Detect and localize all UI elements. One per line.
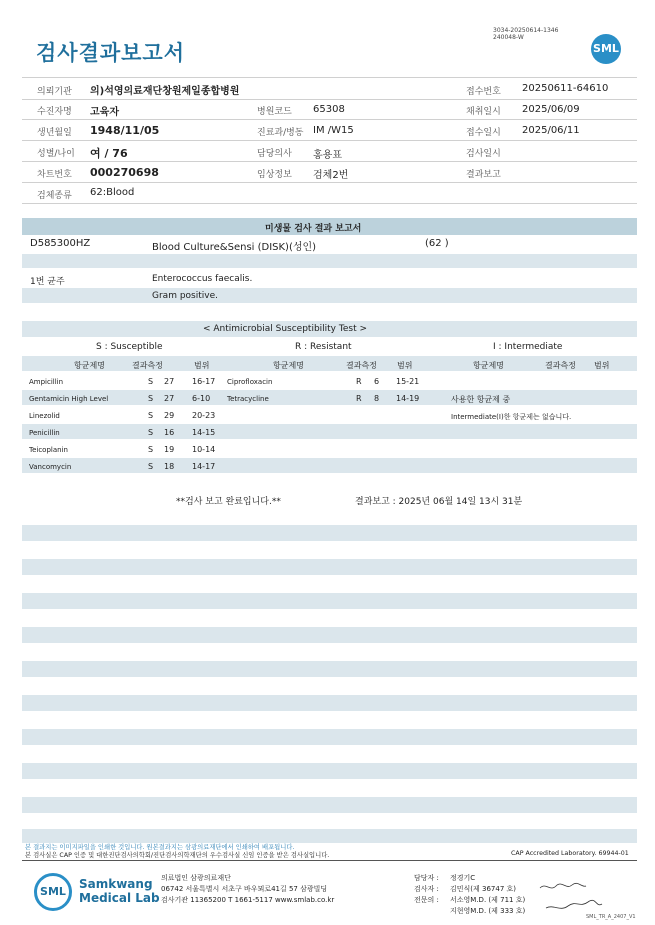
drug-range: 14-17	[192, 462, 216, 471]
row-band	[22, 458, 637, 473]
row-band	[22, 424, 637, 439]
doctor-value: 홍용표	[313, 150, 342, 161]
disclaimer-line-1: 본 결과지는 이미지파일을 인쇄한 것입니다. 원본결과지는 삼광의료재단에서 인쇄하여 배포됩니다.	[25, 844, 295, 851]
birth-label: 생년월일	[37, 128, 72, 138]
col-range-3: 범위	[594, 361, 610, 370]
report-complete-message: **검사 보고 완료입니다.**	[176, 497, 281, 507]
row-band	[22, 390, 637, 405]
report-label: 결과보고	[466, 170, 501, 180]
ward-code-label: 병원코드	[257, 107, 292, 117]
manager-label: 담당자 :	[414, 874, 439, 882]
sex-age-label: 성별/나이	[37, 149, 75, 159]
footer-divider	[22, 860, 637, 861]
drug-name: Gentamicin High Level	[29, 395, 109, 403]
birth-value: 1948/11/05	[90, 124, 160, 137]
legend-intermediate: I : Intermediate	[493, 342, 563, 352]
receive-date-label: 접수일시	[466, 128, 501, 138]
doctor-label: 담당의사	[257, 149, 292, 159]
chart-no-value: 000270698	[90, 166, 159, 179]
tester-value: 김민식(제 36747 호)	[450, 885, 516, 893]
empty-row-band	[22, 627, 637, 643]
test-date-label: 검사일시	[466, 149, 501, 159]
divider	[22, 119, 637, 120]
document-id-line1: 3034-20250614-1346	[493, 27, 559, 34]
divider	[22, 203, 637, 204]
drug-value: 18	[164, 462, 175, 471]
legend-susceptible: S : Susceptible	[96, 342, 163, 352]
receipt-no-label: 접수번호	[466, 87, 501, 97]
drug-range: 14-19	[396, 394, 420, 403]
drug-value: 19	[164, 445, 175, 454]
institution-value: 의)석영의료재단창원제일종합병원	[90, 86, 240, 97]
test-code: D585300HZ	[30, 238, 91, 249]
col-result-1: 결과측정	[132, 361, 163, 370]
document-id-line2: 240048-W	[493, 34, 524, 41]
organism-name: Enterococcus faecalis.	[152, 274, 253, 284]
drug-value: 16	[164, 428, 175, 437]
drug-value: 8	[374, 394, 380, 403]
test-name: Blood Culture&Sensi (DISK)(성인)	[152, 242, 317, 253]
drug-sir: S	[148, 462, 154, 471]
org-contact: 검사기관 11365200 T 1661-5117 www.smlab.co.kr	[161, 896, 335, 904]
drug-value: 27	[164, 377, 175, 386]
col-drug-1: 항균제명	[74, 361, 105, 370]
brand-line-1: Samkwang	[79, 877, 153, 891]
legend-resistant: R : Resistant	[295, 342, 352, 352]
drug-name: Penicillin	[29, 429, 60, 437]
drug-range: 10-14	[192, 445, 216, 454]
samkwang-logo: SML	[34, 873, 72, 911]
drug-sir: R	[356, 394, 362, 403]
specimen-value: 62:Blood	[90, 187, 135, 198]
col-drug-2: 항균제명	[273, 361, 304, 370]
page-title: 검사결과보고서	[36, 41, 186, 65]
divider	[22, 161, 637, 162]
isolate-label: 1번 균주	[30, 277, 65, 287]
drug-range: 15-21	[396, 377, 420, 386]
org-address: 06742 서울특별시 서초구 바우뫼로41길 57 삼광빌딩	[161, 885, 328, 893]
sex-age-value: 여 / 76	[90, 147, 128, 160]
org-name: 의료법인 삼광의료재단	[161, 874, 231, 882]
drug-name: Ampicillin	[29, 378, 64, 386]
name-label: 수진자명	[37, 107, 72, 117]
col-result-3: 결과측정	[545, 361, 576, 370]
empty-row-band	[22, 797, 637, 813]
manager-value: 정경기C	[450, 874, 476, 882]
drug-sir: S	[148, 394, 154, 403]
drug-name: Vancomycin	[29, 463, 72, 471]
drug-value: 29	[164, 411, 175, 420]
row-band	[22, 288, 637, 303]
dept-value: IM /W15	[313, 125, 354, 136]
dept-label: 진료과/병동	[257, 128, 304, 138]
divider	[22, 77, 637, 78]
divider	[22, 140, 637, 141]
col-range-1: 범위	[194, 361, 210, 370]
cap-accreditation: CAP Accredited Laboratory. 69944-01	[511, 850, 629, 857]
receipt-no-value: 20250611-64610	[522, 83, 609, 94]
drug-sir: S	[148, 428, 154, 437]
clinical-label: 임상정보	[257, 170, 292, 180]
ast-title: < Antimicrobial Susceptibility Test >	[203, 324, 367, 334]
drug-sir: S	[148, 411, 154, 420]
test-number: (62 )	[425, 238, 449, 249]
collect-date-label: 채취일시	[466, 107, 501, 117]
drug-range: 16-17	[192, 377, 216, 386]
specimen-label: 검체종류	[37, 191, 72, 201]
collect-date-value: 2025/06/09	[522, 104, 580, 115]
empty-row-band	[22, 593, 637, 609]
drug-value: 6	[374, 377, 380, 386]
empty-row-band	[22, 829, 637, 843]
gram-stain: Gram positive.	[152, 291, 218, 301]
receive-date-value: 2025/06/11	[522, 125, 580, 136]
tester-label: 검사자 :	[414, 885, 439, 893]
intermediate-note-2: Intermediate(I)한 항균제는 없습니다.	[451, 413, 572, 421]
disclaimer-line-2: 본 검사실은 CAP 인증 및 대한진단검사의학회/진단검사의학재단의 우수검사실 신임 인증을 받은 검사실입니다.	[25, 852, 330, 859]
section-title: 미생물 검사 결과 보고서	[265, 224, 362, 234]
result-report-time: 결과보고 : 2025년 06월 14일 13시 31분	[355, 497, 523, 507]
empty-row-band	[22, 525, 637, 541]
empty-row-band	[22, 695, 637, 711]
empty-row-band	[22, 729, 637, 745]
col-range-2: 범위	[397, 361, 413, 370]
col-result-2: 결과측정	[346, 361, 377, 370]
clinical-value: 검체2번	[313, 170, 349, 181]
drug-sir: S	[148, 445, 154, 454]
col-drug-3: 항균제명	[473, 361, 504, 370]
name-value: 고육자	[90, 107, 119, 118]
drug-name: Ciprofloxacin	[227, 378, 273, 386]
drug-range: 20-23	[192, 411, 216, 420]
drug-name: Tetracycline	[227, 395, 269, 403]
intermediate-note-1: 사용한 항균제 중	[451, 395, 511, 404]
empty-row-band	[22, 661, 637, 677]
drug-name: Teicoplanin	[29, 446, 68, 454]
institution-label: 의뢰기관	[37, 87, 72, 97]
divider	[22, 182, 637, 183]
specialist-2: 지현영M.D. (제 333 호)	[450, 907, 526, 915]
drug-range: 6-10	[192, 394, 211, 403]
empty-row-band	[22, 763, 637, 779]
drug-name: Linezolid	[29, 412, 60, 420]
divider	[22, 99, 637, 100]
brand-line-2: Medical Lab	[79, 891, 160, 905]
chart-no-label: 차트번호	[37, 170, 72, 180]
signature-image	[536, 878, 606, 918]
empty-row-band	[22, 559, 637, 575]
ward-code-value: 65308	[313, 104, 345, 115]
sml-logo: SML	[591, 34, 621, 64]
specialist-label: 전문의 :	[414, 896, 439, 904]
specialist-1: 서소영M.D. (제 711 호)	[450, 896, 526, 904]
drug-range: 14-15	[192, 428, 216, 437]
drug-sir: R	[356, 377, 362, 386]
drug-sir: S	[148, 377, 154, 386]
drug-value: 27	[164, 394, 175, 403]
row-band	[22, 254, 637, 268]
form-code: SML_TR_A_2407_V1	[586, 914, 636, 920]
